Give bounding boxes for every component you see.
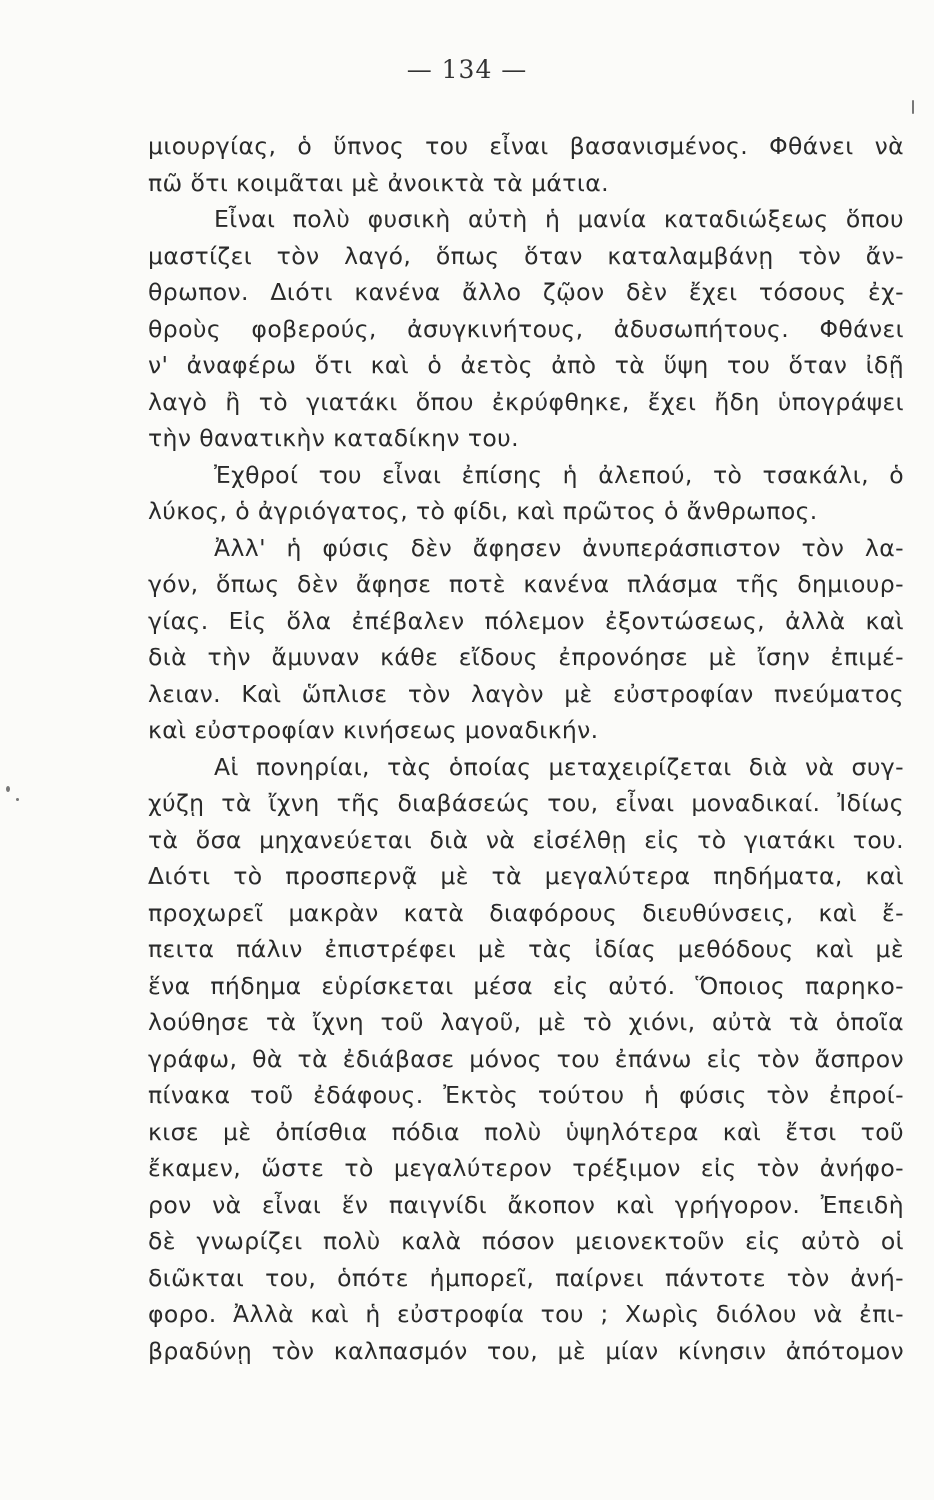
text-line: Εἶναι πολὺ φυσικὴ αὐτὴ ἡ μανία καταδιώξεως ὅπου	[214, 205, 904, 233]
text-line: πειτα πάλιν ἐπιστρέφει μὲ τὰς ἰδίας μεθόδους καὶ μὲ	[148, 935, 904, 963]
page-number: — 134 —	[406, 55, 528, 84]
text-line: ἔκαμεν, ὥστε τὸ μεγαλύτερον τρέξιμον εἰς τὸν ἀνήφο-	[148, 1154, 904, 1182]
text-line: βραδύνῃ τὸν καλπασμόν του, μὲ μίαν κίνησιν ἀπότομον	[148, 1336, 904, 1365]
scan-speck	[6, 786, 10, 792]
body-text	[148, 128, 904, 1369]
text-line: προχωρεῖ μακρὰν κατὰ διαφόρους διευθύνσεις, καὶ ἔ-	[148, 898, 904, 927]
text-line: πίνακα τοῦ ἐδάφους. Ἐκτὸς τούτου ἡ φύσις τὸν ἐπροί-	[148, 1081, 904, 1109]
text-line: διῶκται του, ὁπότε ἠμπορεῖ, παίρνει πάντοτε τὸν ἀνή-	[148, 1263, 904, 1292]
text-line: χύζῃ τὰ ἴχνη τῆς διαβάσεώς του, εἶναι μοναδικαί. Ἰδίως	[148, 789, 904, 817]
text-line: λούθησε τὰ ἴχνη τοῦ λαγοῦ, μὲ τὸ χιόνι, αὐτὰ τὰ ὁποῖα	[148, 1008, 904, 1036]
text-line: γόν, ὅπως δὲν ἄφησε ποτὲ κανένα πλάσμα τῆς δημιουρ-	[148, 570, 904, 598]
scan-speck	[912, 100, 914, 114]
text-line: φορο. Ἀλλὰ καὶ ἡ εὐστροφία του ; Χωρὶς διόλου νὰ ἐπι-	[148, 1300, 904, 1328]
text-line: ρον νὰ εἶναι ἕν παιγνίδι ἄκοπον καὶ γρήγορον. Ἐπειδὴ	[148, 1190, 904, 1219]
text-line: θρωπον. Διότι κανένα ἄλλο ζῷον δὲν ἔχει τόσους ἐχ-	[148, 278, 904, 306]
text-line: γίας. Εἰς ὅλα ἐπέβαλεν πόλεμον ἐξοντώσεως, ἀλλὰ καὶ	[148, 606, 904, 635]
text-line: μιουργίας, ὁ ὕπνος του εἶναι βασανισμένος. Φθάνει νὰ	[148, 132, 904, 160]
text-line: μαστίζει τὸν λαγό, ὅπως ὅταν καταλαμβάνῃ τὸν ἄν-	[148, 241, 904, 270]
text-line: γράφω, θὰ τὰ ἐδιάβασε μόνος του ἐπάνω εἰς τὸν ἄσπρον	[148, 1044, 904, 1073]
scan-speck	[16, 798, 19, 801]
text-line: πῶ ὅτι κοιμᾶται μὲ ἀνοικτὰ τὰ μάτια.	[148, 168, 609, 197]
text-line: Ἀλλ' ἡ φύσις δὲν ἄφησεν ἀνυπεράσπιστον τὸν λα-	[214, 533, 904, 562]
text-line: κισε μὲ ὀπίσθια πόδια πολὺ ὑψηλότερα καὶ ἔτσι τοῦ	[148, 1117, 904, 1146]
text-line: δὲ γνωρίζει πολὺ καλὰ πόσον μειονεκτοῦν εἰς αὐτὸ οἱ	[148, 1227, 904, 1255]
text-line: τὴν θανατικὴν καταδίκην του.	[148, 424, 520, 452]
text-line: λύκος, ὁ ἀγριόγατος, τὸ φίδι, καὶ πρῶτος ὁ ἄνθρωπος.	[148, 497, 818, 525]
text-line: καὶ εὐστροφίαν κινήσεως μοναδικήν.	[148, 716, 599, 744]
text-line: διὰ τὴν ἄμυναν κάθε εἴδους ἐπρονόησε μὲ ἴσην ἐπιμέ-	[148, 643, 904, 671]
text-line: τὰ ὅσα μηχανεύεται διὰ νὰ εἰσέλθῃ εἰς τὸ γιατάκι του.	[148, 825, 904, 854]
text-line: ν' ἀναφέρω ὅτι καὶ ὁ ἀετὸς ἀπὸ τὰ ὕψη του ὅταν ἰδῇ	[148, 351, 904, 379]
text-line: λαγὸ ἢ τὸ γιατάκι ὅπου ἐκρύφθηκε, ἔχει ἤδη ὑπογράψει	[148, 387, 904, 416]
text-line: ἕνα πήδημα εὑρίσκεται μέσα εἰς αὐτό. Ὅποιος παρηκο-	[148, 971, 904, 1000]
text-line: Διότι τὸ προσπερνᾷ μὲ τὰ μεγαλύτερα πηδήματα, καὶ	[148, 862, 904, 890]
text-line: Αἱ πονηρίαι, τὰς ὁποίας μεταχειρίζεται διὰ νὰ συγ-	[214, 752, 904, 781]
text-line: Ἐχθροί του εἶναι ἐπίσης ἡ ἀλεπού, τὸ τσακάλι, ὁ	[214, 460, 904, 489]
text-line: λειαν. Καὶ ὥπλισε τὸν λαγὸν μὲ εὐστροφίαν πνεύματος	[148, 679, 904, 708]
text-line: θροὺς φοβερούς, ἀσυγκινήτους, ἀδυσωπήτους. Φθάνει	[148, 314, 904, 343]
